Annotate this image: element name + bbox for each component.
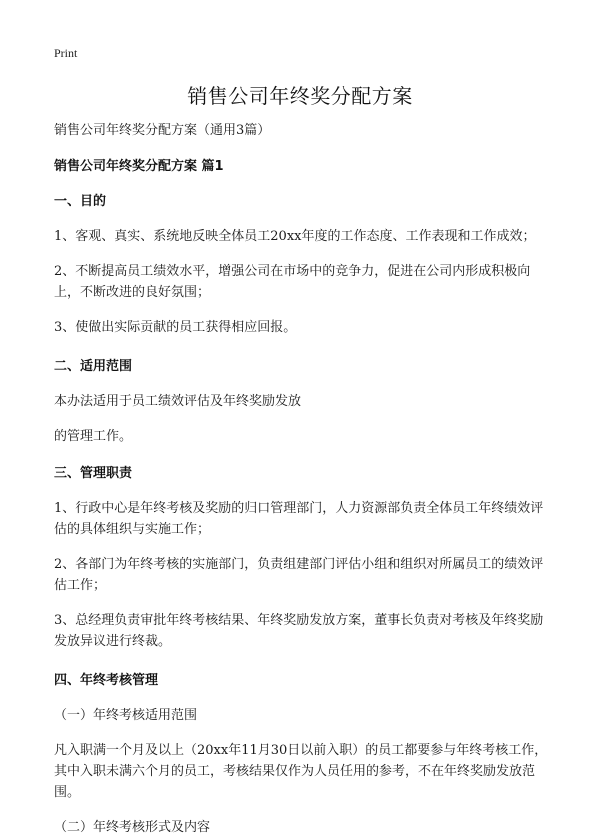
document-body (54, 120, 554, 838)
paragraph: 的管理工作。 (54, 429, 133, 444)
section-heading-purpose: 一、目的 (54, 194, 107, 209)
section-heading-responsibilities: 三、管理职责 (54, 466, 133, 481)
document-title: 销售公司年终奖分配方案 (187, 84, 413, 108)
section-heading-year-end-review: 四、年终考核管理 (54, 673, 159, 688)
paragraph: 本办法适用于员工绩效评估及年终奖励发放 (54, 394, 302, 409)
paragraph: 2、不断提高员工绩效水平，增强公司在市场中的竞争力，促进在公司内形成积极向上，不断改进的良好氛围； (54, 264, 531, 300)
paragraph: 1、客观、真实、系统地反映全体员工20xx年度的工作态度、工作表现和工作成效； (54, 229, 536, 244)
paragraph: 凡入职满一个月及以上（20xx年11月30日以前入职）的员工都要参与年终考核工作，其中入职未满六个月的员工，考核结果仅作为人员任用的参考，不在年终奖励发放范围。 (54, 743, 548, 800)
subsection-heading: （一）年终考核适用范围 (54, 708, 198, 723)
article-title: 销售公司年终奖分配方案 篇1 (54, 159, 224, 174)
section-heading-scope: 二、适用范围 (54, 359, 133, 374)
print-link[interactable]: Print (54, 46, 78, 60)
paragraph: 3、总经理负责审批年终考核结果、年终奖励发放方案，董事长负责对考核及年终奖励发放异议进行终裁。 (54, 613, 544, 649)
paragraph: 3、使做出实际贡献的员工获得相应回报。 (54, 320, 297, 335)
paragraph: 1、行政中心是年终考核及奖励的归口管理部门，人力资源部负责全体员工年终绩效评估的具体组织与实施工作； (54, 501, 544, 537)
subsection-heading: （二）年终考核形式及内容 (54, 820, 211, 835)
document-subtitle: 销售公司年终奖分配方案（通用3篇） (54, 123, 271, 138)
paragraph: 2、各部门为年终考核的实施部门，负责组建部门评估小组和组织对所属员工的绩效评估工作； (54, 557, 544, 593)
